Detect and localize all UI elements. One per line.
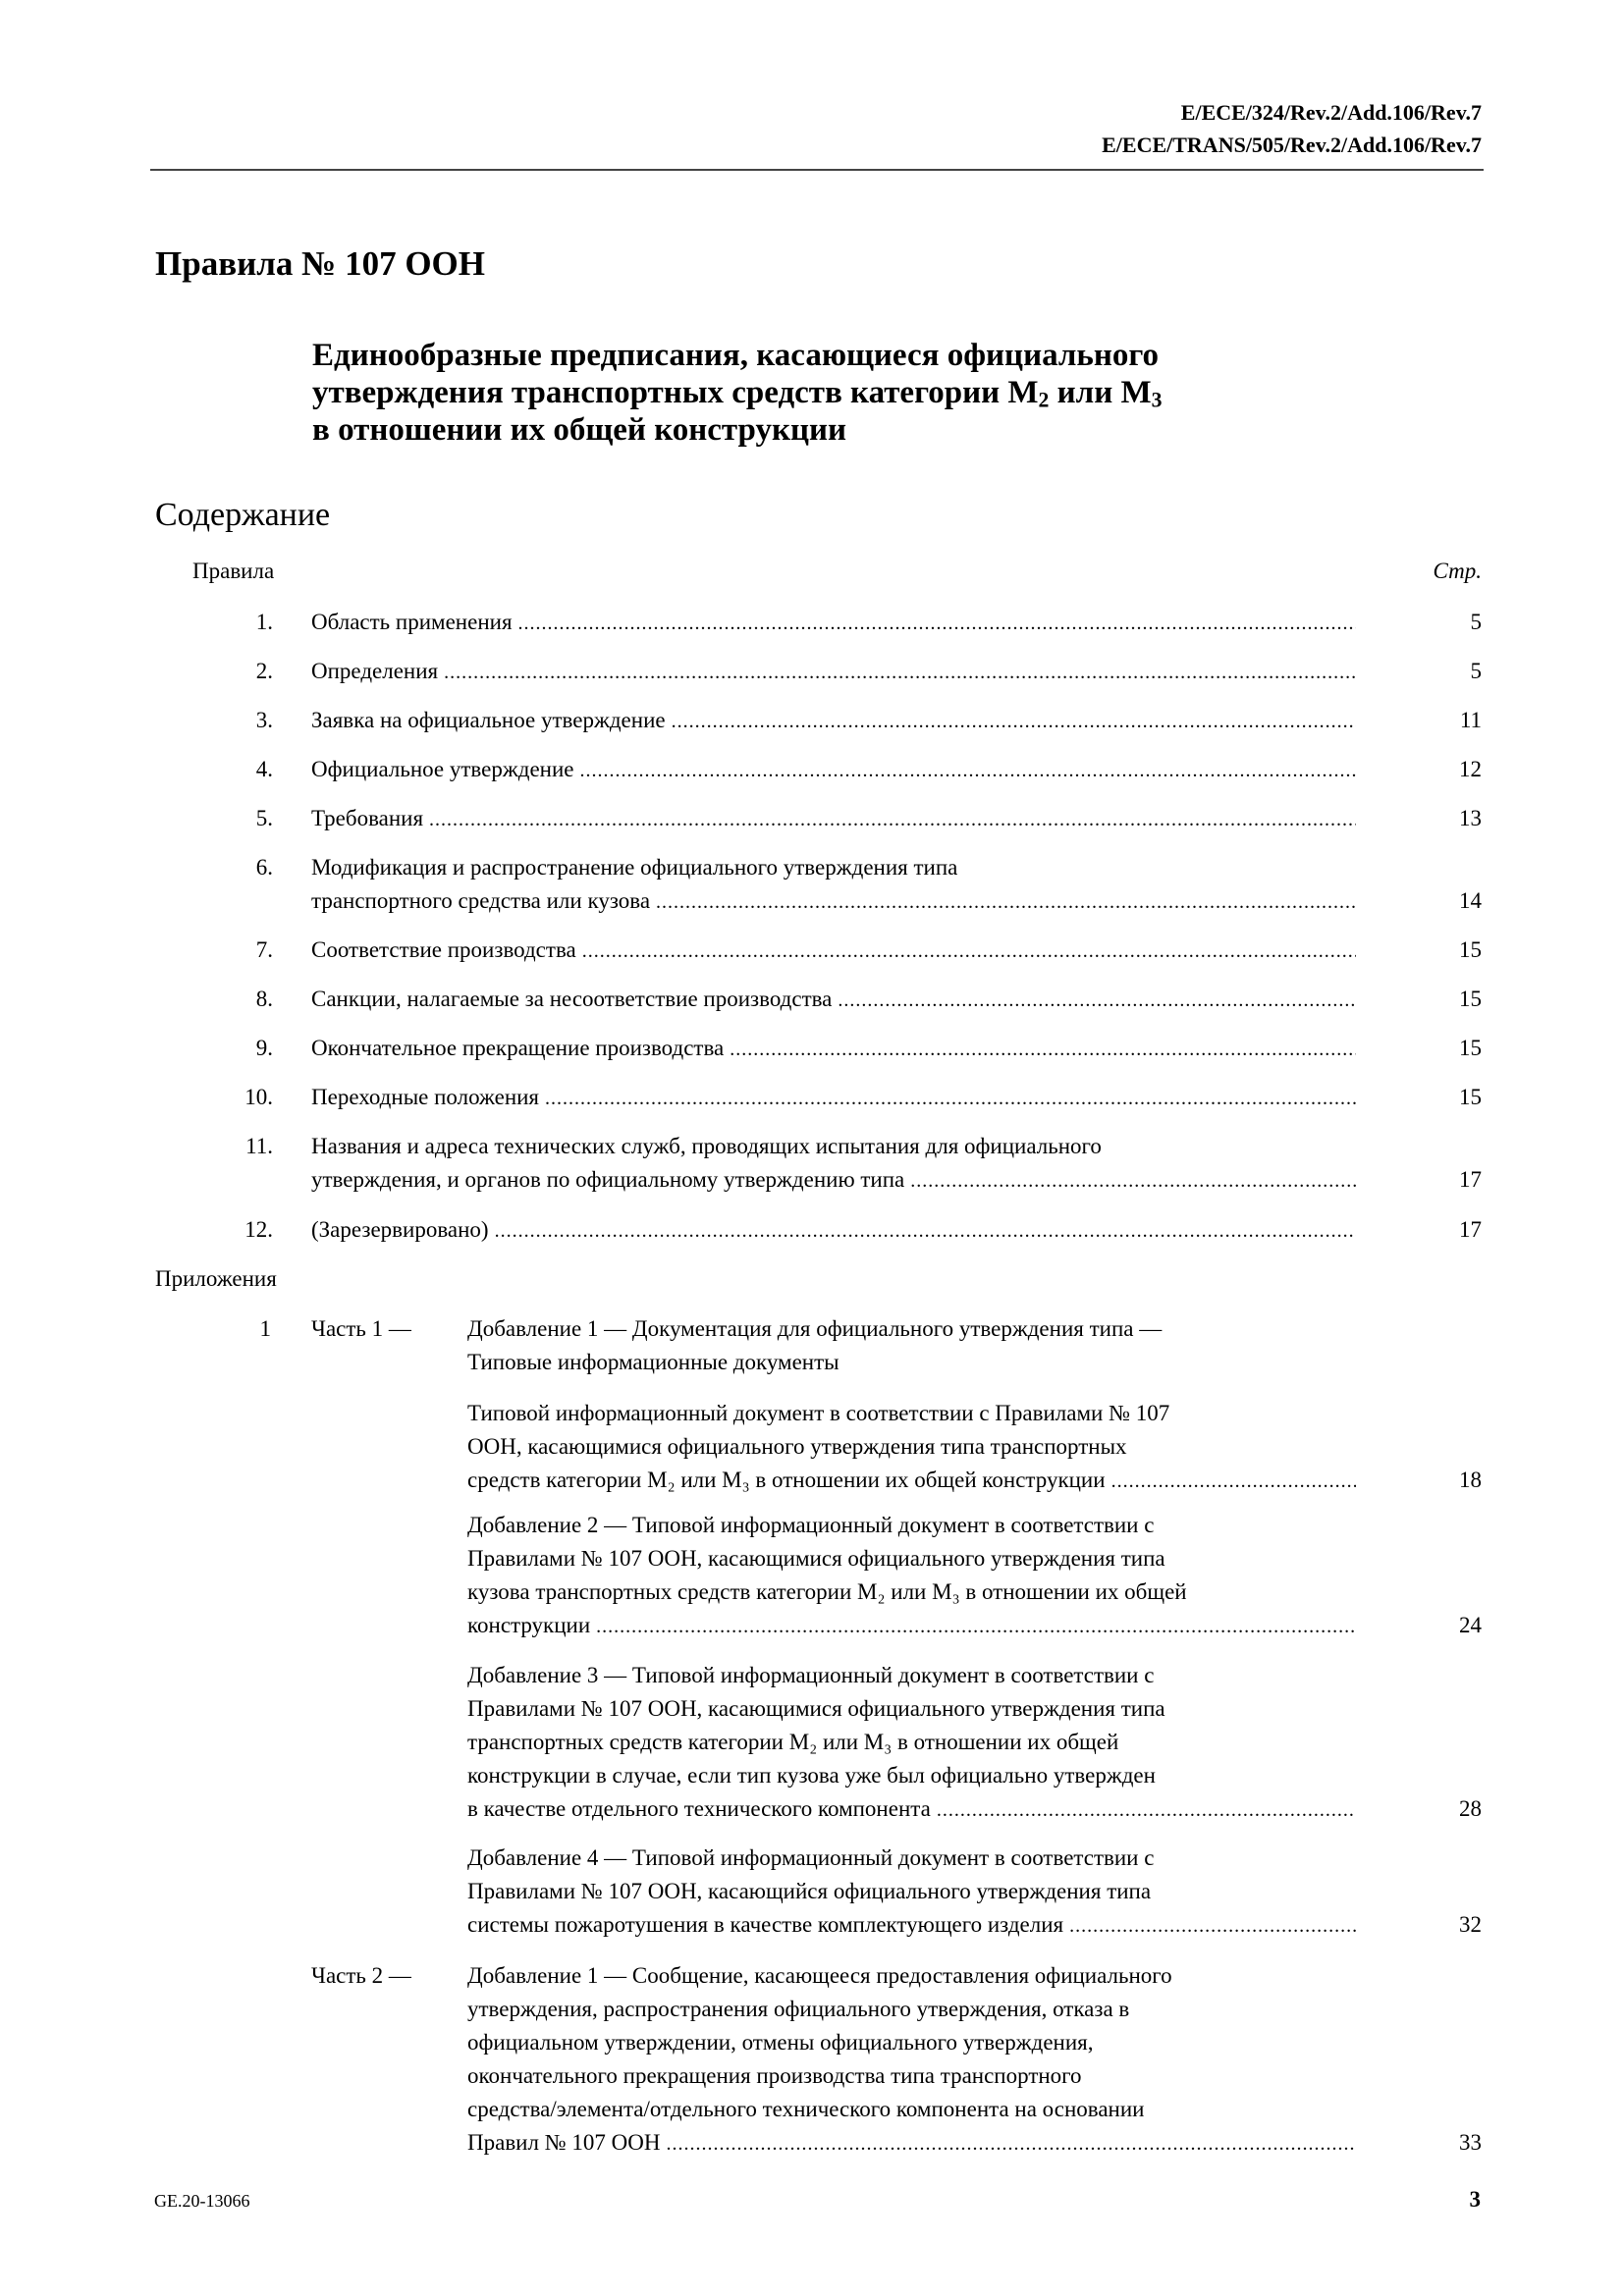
- toc-page-number: 15: [1459, 937, 1482, 962]
- annex-number: 1: [259, 1316, 271, 1341]
- toc-entry-line: системы пожаротушения в качестве комплектующего изделия .....: [467, 1908, 1356, 1943]
- toc-page-number: 17: [1459, 1217, 1482, 1242]
- toc-page-number: 12: [1459, 757, 1482, 781]
- toc-entry-line: Добавление 4 — Типовой информационный документ в соответствии с: [467, 1845, 1155, 1870]
- subscript: 2: [1038, 388, 1050, 412]
- toc-entry-line: Переходные положения .....: [311, 1081, 1356, 1115]
- toc-entry-line: Официальное утверждение .....: [311, 753, 1356, 787]
- toc-entry-text: [311, 934, 1372, 968]
- toc-page-number: 33: [1459, 2130, 1482, 2155]
- annexes-section-label: Приложения: [155, 1266, 277, 1291]
- contents-heading: Содержание: [155, 497, 331, 533]
- toc-entry-line: транспортного средства или кузова .....: [311, 884, 1356, 919]
- toc-entry-line: окончательного прекращения производства типа транспортного: [467, 2063, 1082, 2088]
- toc-rule-number: 5.: [255, 806, 273, 830]
- toc-page-number: 15: [1459, 1085, 1482, 1109]
- toc-rule-number: 8.: [255, 987, 273, 1011]
- toc-page-number: 13: [1459, 806, 1482, 830]
- toc-rule-number: 2.: [255, 659, 273, 683]
- toc-entry-line: ООН, касающимися официального утверждения типа транспортных: [467, 1434, 1127, 1459]
- toc-rule-number: 4.: [255, 757, 273, 781]
- toc-rule-number: 9.: [255, 1036, 273, 1060]
- subtitle-text: или M: [1049, 375, 1152, 410]
- toc-rule-number: 1.: [255, 610, 273, 634]
- toc-entry-line: Правил № 107 ООН .....: [467, 2126, 1356, 2161]
- footer-page-number: 3: [1469, 2187, 1481, 2212]
- toc-page-number: 24: [1459, 1613, 1482, 1637]
- toc-entry-line: кузова транспортных средств категории M₂ или M₃ в отношении их общей: [467, 1579, 1187, 1604]
- footer-job-number: GE.20-13066: [154, 2191, 250, 2211]
- toc-rule-number: 6.: [255, 855, 273, 880]
- toc-entry-line: Правилами № 107 ООН, касающийся официального утверждения типа: [467, 1879, 1152, 1903]
- regulation-subtitle: [312, 337, 1392, 449]
- subtitle-text: утверждения транспортных средств категории M: [312, 375, 1039, 410]
- toc-entry-text: [311, 983, 1372, 1017]
- toc-rule-number: 10.: [244, 1085, 273, 1109]
- toc-entry-line: Добавление 1 — Сообщение, касающееся предоставления официального: [467, 1963, 1172, 1988]
- toc-entry-line: Соответствие производства .....: [311, 934, 1356, 968]
- subtitle-line-1: Единообразные предписания, касающиеся официального: [312, 338, 1160, 373]
- toc-entry-text: [311, 704, 1372, 738]
- toc-rule-number: 3.: [255, 708, 273, 732]
- toc-entry-line: Заявка на официальное утверждение .....: [311, 704, 1356, 738]
- toc-entry-line: Добавление 2 — Типовой информационный документ в соответствии с: [467, 1513, 1155, 1537]
- toc-entry-text: [311, 1081, 1372, 1115]
- toc-entry-line: Область применения .....: [311, 606, 1356, 640]
- toc-page-number: 11: [1459, 708, 1482, 732]
- toc-entry-line: (Зарезервировано) .....: [311, 1213, 1356, 1248]
- toc-entry-line: Типовые информационные документы: [467, 1350, 839, 1374]
- toc-entry-line: Требования .....: [311, 802, 1356, 836]
- toc-entry-text: [311, 802, 1372, 836]
- toc-page-number: 15: [1459, 1036, 1482, 1060]
- toc-entry-line: конструкции .....: [467, 1609, 1356, 1643]
- toc-page-number: 5: [1470, 659, 1482, 683]
- subtitle-line-2: [312, 374, 1392, 411]
- toc-rule-number: 7.: [255, 937, 273, 962]
- document-symbol-2: E/ECE/TRANS/505/Rev.2/Add.106/Rev.7: [1102, 133, 1482, 157]
- toc-entry-line: Санкции, налагаемые за несоответствие производства .....: [311, 983, 1356, 1017]
- toc-entry-text: [467, 1312, 1528, 1379]
- toc-page-number: 32: [1459, 1912, 1482, 1937]
- header-divider: [150, 169, 1484, 171]
- page-column-label: Стр.: [1433, 559, 1482, 583]
- toc-rule-number: 11.: [245, 1134, 273, 1158]
- toc-entry-line: Модификация и распространение официального утверждения типа: [311, 855, 958, 880]
- toc-entry-line: в качестве отдельного технического компонента .....: [467, 1792, 1356, 1827]
- toc-entry-line: средства/элемента/отдельного технического компонента на основании: [467, 2097, 1145, 2121]
- toc-rule-number: 12.: [244, 1217, 273, 1242]
- toc-entry-line: Правилами № 107 ООН, касающимися официального утверждения типа: [467, 1546, 1165, 1571]
- toc-entry-line: Типовой информационный документ в соответствии с Правилами № 107: [467, 1401, 1170, 1425]
- toc-entry-line: Добавление 1 — Документация для официального утверждения типа —: [467, 1316, 1163, 1341]
- toc-entry-text: [311, 606, 1372, 640]
- regulation-title: Правила № 107 ООН: [155, 244, 485, 283]
- toc-entry-text: [467, 1959, 1528, 2161]
- subscript: 3: [1151, 388, 1163, 412]
- toc-entry-text: [311, 1032, 1372, 1066]
- toc-entry-text: [467, 1397, 1528, 1498]
- toc-entry-line: средств категории M₂ или M₃ в отношении их общей конструкции .....: [467, 1464, 1356, 1498]
- toc-entry-text: [311, 851, 1372, 919]
- annex-part-label: Часть 1 —: [311, 1316, 411, 1341]
- toc-entry-text: [311, 1130, 1372, 1198]
- toc-entry-text: [311, 753, 1372, 787]
- toc-entry-text: [467, 1659, 1528, 1827]
- toc-entry-line: утверждения, и органов по официальному утверждению типа .....: [311, 1163, 1356, 1198]
- toc-entry-text: [311, 655, 1372, 689]
- toc-entry-text: [467, 1842, 1528, 1943]
- toc-page-number: 5: [1470, 610, 1482, 634]
- document-symbol-1: E/ECE/324/Rev.2/Add.106/Rev.7: [1180, 100, 1482, 125]
- toc-entry-line: конструкции в случае, если тип кузова уже был официально утвержден: [467, 1763, 1156, 1788]
- toc-page-number: 15: [1459, 987, 1482, 1011]
- toc-page-number: 14: [1459, 888, 1482, 913]
- toc-entry-line: транспортных средств категории M₂ или M₃ в отношении их общей: [467, 1730, 1119, 1754]
- toc-page-number: 17: [1459, 1167, 1482, 1192]
- toc-entry-line: Добавление 3 — Типовой информационный документ в соответствии с: [467, 1663, 1155, 1687]
- toc-page-number: 28: [1459, 1796, 1482, 1821]
- toc-entry-text: [467, 1509, 1528, 1643]
- toc-entry-line: Правилами № 107 ООН, касающимися официального утверждения типа: [467, 1696, 1165, 1721]
- toc-entry-line: Определения .....: [311, 655, 1356, 689]
- toc-entry-line: Названия и адреса технических служб, проводящих испытания для официального: [311, 1134, 1102, 1158]
- toc-entry-line: официальном утверждении, отмены официального утверждения,: [467, 2030, 1094, 2055]
- rules-section-label: Правила: [192, 559, 275, 583]
- annex-part-label: Часть 2 —: [311, 1963, 411, 1988]
- subtitle-line-3: в отношении их общей конструкции: [312, 412, 847, 448]
- toc-entry-line: утверждения, распространения официального утверждения, отказа в: [467, 1997, 1130, 2021]
- toc-entry-line: Окончательное прекращение производства .....: [311, 1032, 1356, 1066]
- document-symbols: [1102, 96, 1482, 161]
- toc-entry-text: [311, 1213, 1372, 1248]
- toc-page-number: 18: [1459, 1468, 1482, 1492]
